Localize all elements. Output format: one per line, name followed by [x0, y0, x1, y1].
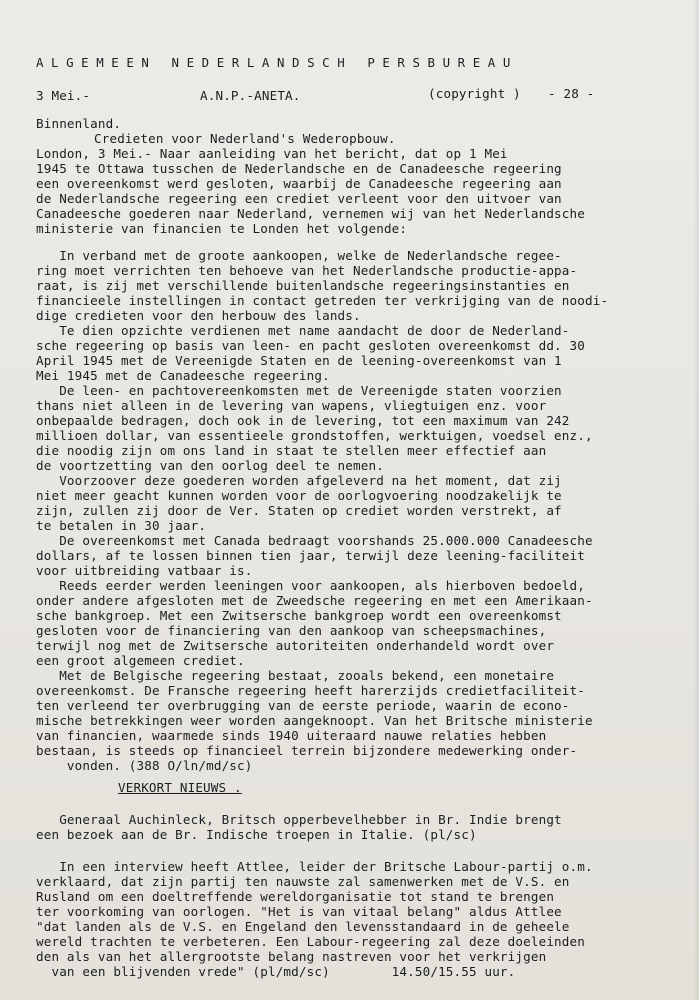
body-line: voor uitbreiding vatbaar is. [36, 563, 253, 578]
body-line: Voorzoover deze goederen worden afgeleverd na het moment, dat zij [36, 473, 562, 488]
body-line: een groot algemeen crediet. [36, 653, 245, 668]
body-line: millioen dollar, van essentieele grondstoffen, werktuigen, voedsel enz., [36, 428, 593, 443]
body-line: gesloten voor de financiering van den aankoop van scheepsmachines, [36, 623, 547, 638]
news-line: Generaal Auchinleck, Britsch opperbevelhebber in Br. Indie brengt [36, 812, 562, 827]
body-line: De leen- en pachtovereenkomsten met de Vereenigde staten voorzien [36, 383, 562, 398]
news-line: van een blijvenden vrede" (pl/md/sc) 14.50/15.55 uur. [36, 964, 516, 979]
body-line: de voortzetting van den oorlog deel te nemen. [36, 458, 384, 473]
agency-name: ALGEMEEN NEDERLANDSCH PERSBUREAU [36, 55, 518, 70]
body-line: de Nederlandsche regeering een crediet verleent voor den uitvoer van [36, 191, 562, 206]
news-line: Rusland om een doeltreffende wereldorganisatie tot stand te brengen [36, 889, 555, 904]
body-line: 1945 te Ottawa tusschen de Nederlandsche en de Canadeesche regeering [36, 161, 562, 176]
body-line: sche regeering op basis van leen- en pacht gesloten overeenkomst dd. 30 [36, 338, 585, 353]
body-line: sche bankgroep. Met een Zwitsersche bankgroep wordt een overeenkomst [36, 608, 562, 623]
article-title: Credieten voor Nederland's Wederopbouw. [94, 131, 396, 146]
body-line: overeenkomst. De Fransche regeering heeft harerzijds credietfaciliteit- [36, 683, 585, 698]
news-line: wereld trachten te verbeteren. Een Labour-regeering zal deze doeleinden [36, 934, 585, 949]
source-label: A.N.P.-ANETA. [200, 88, 301, 103]
body-line: bestaan, is steeds op financieel terrein bijzondere medewerking onder- [36, 743, 578, 758]
body-line: raat, is zij met verschillende buitenlandsche regeeringsinstanties en [36, 278, 570, 293]
body-line: onbepaalde bedragen, doch ook in de levering, tot een maximum van 242 [36, 413, 570, 428]
body-line: die noodig zijn om ons land in staat te stellen meer effectief aan [36, 443, 547, 458]
body-line: Te dien opzichte verdienen met name aandacht de door de Nederland- [36, 323, 570, 338]
body-line: zijn, zullen zij door de Ver. Staten op crediet worden verstrekt, af [36, 503, 562, 518]
news-line: verklaard, dat zijn partij ten nauwste zal samenwerken met de V.S. en [36, 874, 570, 889]
news-line: den als van het allergrootste belang nastreven voor het verkrijgen [36, 949, 547, 964]
body-line: April 1945 met de Vereenigde Staten en de leening-overeenkomst van 1 [36, 353, 562, 368]
body-line: te betalen in 30 jaar. [36, 518, 207, 533]
body-line: Met de Belgische regeering bestaat, zooals bekend, een monetaire [36, 668, 555, 683]
body-line: De overeenkomst met Canada bedraagt voorshands 25.000.000 Canadeesche [36, 533, 593, 548]
news-heading: VERKORT NIEUWS . [118, 780, 242, 795]
body-line: dige credieten voor den herbouw des lands. [36, 308, 361, 323]
body-line: ministerie van financien te Londen het volgende: [36, 221, 408, 236]
body-line: niet meer geacht kunnen worden voor de oorlogvoering noodzakelijk te [36, 488, 562, 503]
news-line: In een interview heeft Attlee, leider der Britsche Labour-partij o.m. [36, 859, 593, 874]
body-line: In verband met de groote aankoopen, welke de Nederlandsche regee- [36, 248, 562, 263]
body-line: van financien, waarmede sinds 1940 uiteraard nauwe relaties hebben [36, 728, 547, 743]
news-line: een bezoek aan de Br. Indische troepen in Italie. (pl/sc) [36, 827, 477, 842]
page-number: - 28 - [548, 86, 595, 101]
body-line: ten verleend ter overbrugging van de eerste periode, waarin de econo- [36, 698, 570, 713]
news-line: ter voorkoming van oorlogen. "Het is van vitaal belang" aldus Attlee [36, 904, 562, 919]
copyright-label: (copyright ) [428, 86, 521, 101]
body-line: financieele instellingen in contact getreden ter verkrijging van de noodi- [36, 293, 609, 308]
body-line: ring moet verrichten ten behoeve van het Nederlandsche productie-appa- [36, 263, 578, 278]
body-line: terwijl nog met de Zwitsersche autoriteiten onderhandeld wordt over [36, 638, 555, 653]
body-line: Reeds eerder werden leeningen voor aankoopen, als hierboven bedoeld, [36, 578, 585, 593]
body-line: een overeenkomst werd gesloten, waarbij de Canadeesche regeering aan [36, 176, 562, 191]
body-line: Canadeesche goederen naar Nederland, vernemen wij van het Nederlandsche [36, 206, 585, 221]
body-line: London, 3 Mei.- Naar aanleiding van het bericht, dat op 1 Mei [36, 146, 508, 161]
body-line: vonden. (388 O/ln/md/sc) [36, 758, 253, 773]
page-edge-shadow [693, 0, 699, 1000]
body-line: thans niet alleen in de levering van wapens, vliegtuigen enz. voor [36, 398, 547, 413]
body-line: mische betrekkingen weer worden aangeknoopt. Van het Britsche ministerie [36, 713, 593, 728]
section-label: Binnenland. [36, 116, 122, 131]
body-line: dollars, af te lossen binnen tien jaar, terwijl deze leening-faciliteit [36, 548, 585, 563]
body-line: onder andere afgesloten met de Zweedsche regeering en met een Amerikaan- [36, 593, 593, 608]
body-line: Mei 1945 met de Canadeesche regeering. [36, 368, 330, 383]
dispatch-date: 3 Mei.- [36, 88, 91, 103]
news-line: "dat landen als de V.S. en Engeland den levensstandaard in de geheele [36, 919, 570, 934]
